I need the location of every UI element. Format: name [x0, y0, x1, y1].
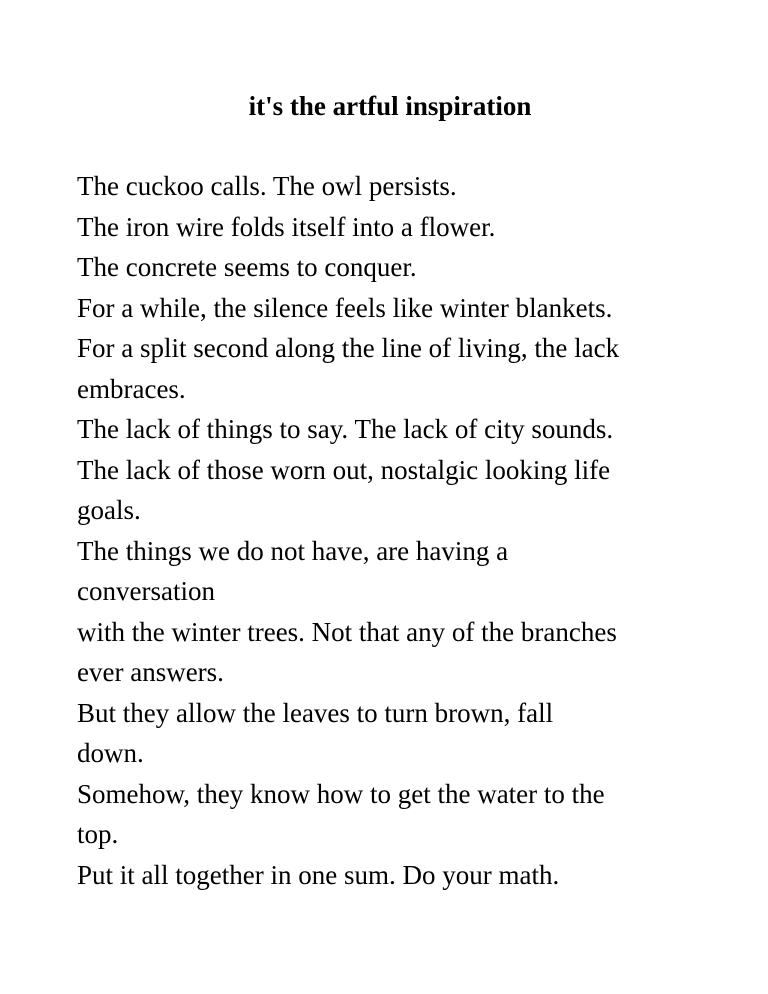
poem-line: top. [77, 819, 119, 849]
poem-line: For a while, the silence feels like winter blankets. [77, 292, 613, 323]
poem-line: The lack of things to say. The lack of city sounds. [77, 414, 614, 444]
poem-line: But they allow the leaves to turn brown, fall [77, 697, 554, 728]
poem-body [77, 166, 717, 895]
poem-line: Put it all together in one sum. Do your math. [77, 859, 560, 890]
poem-title: it's the artful inspiration [248, 91, 532, 121]
poem-line: down. [77, 738, 144, 768]
poem-line: The lack of those worn out, nostalgic looking life [77, 454, 611, 485]
poem-line: The things we do not have, are having a [77, 535, 509, 566]
poem-line: The iron wire folds itself into a flower. [77, 211, 496, 242]
poem-line: ever answers. [77, 657, 224, 687]
poem-line: For a split second along the line of living, the lack [77, 333, 620, 363]
poem-line: embraces. [77, 373, 186, 404]
poem-line: goals. [77, 495, 141, 525]
poem-line: with the winter trees. Not that any of the branches [77, 616, 617, 647]
poem-line: conversation [77, 576, 215, 606]
poem-line: The cuckoo calls. The owl persists. [77, 171, 457, 201]
poem-line: Somehow, they know how to get the water to the [77, 778, 605, 809]
poem-line: The concrete seems to conquer. [77, 252, 417, 282]
